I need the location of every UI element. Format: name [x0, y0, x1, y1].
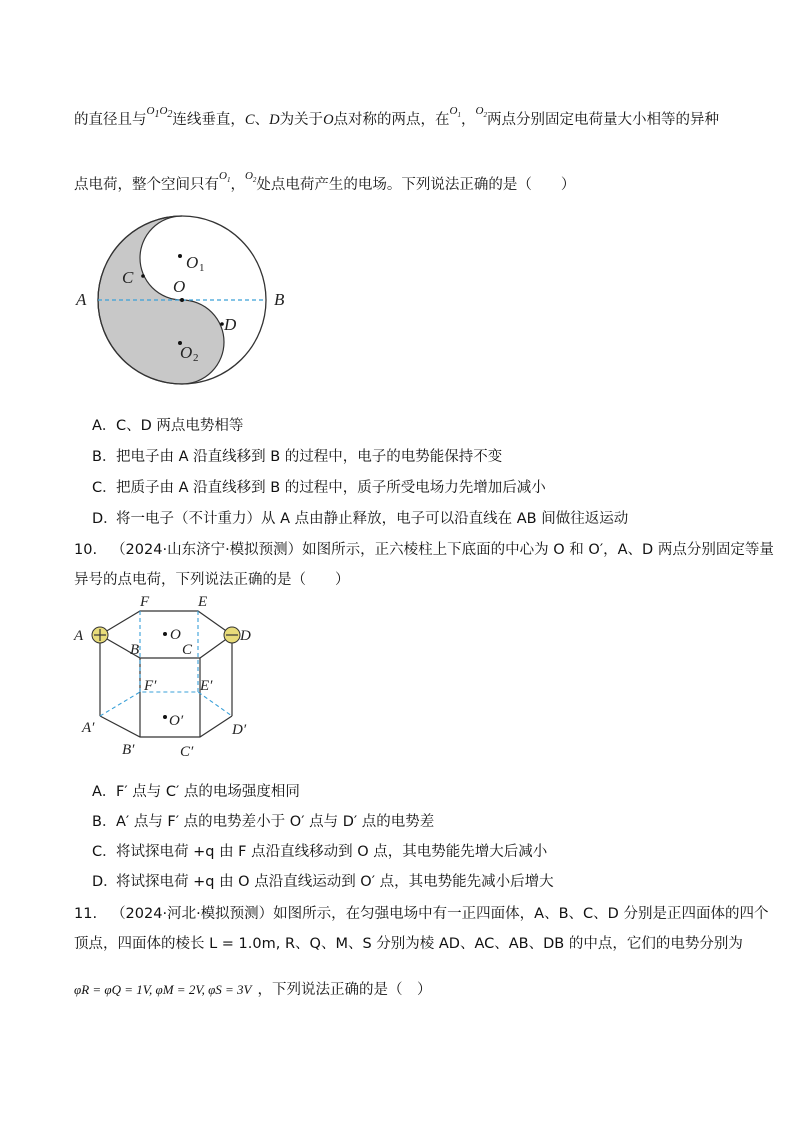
question-number: 11. — [74, 906, 98, 922]
q10-option-c[interactable] — [92, 840, 547, 861]
q9-text: 两点分别固定电荷量大小相等的异种 — [486, 112, 719, 128]
q10-option-a[interactable] — [92, 780, 300, 801]
q9-option-c[interactable] — [92, 476, 546, 497]
q9-text: 连线垂直， — [172, 112, 245, 128]
q10-stem-line-1 — [74, 538, 774, 559]
option-text: F′ 点与 C′ 点的电场强度相同 — [116, 784, 300, 800]
label-f-prime: F′ — [144, 678, 157, 694]
o1-symbol: O1 — [449, 105, 461, 119]
option-text: A′ 点与 F′ 点的电势差小于 O′ 点与 D′ 点的电势差 — [116, 814, 435, 830]
q9-text: ， — [461, 112, 476, 128]
q9-text: 点电荷，整个空间只有 — [74, 177, 219, 193]
option-text: 把电子由 A 沿直线移到 B 的过程中，电子的电势能保持不变 — [116, 449, 503, 465]
q10-option-b[interactable] — [92, 810, 434, 831]
label-e-prime: E′ — [200, 678, 213, 694]
bottom-hexagon-front — [100, 716, 232, 737]
bottom-hexagon-back — [100, 692, 232, 716]
q9-stem-line-2 — [74, 170, 576, 194]
q10-text: 异号的点电荷，下列说法正确的是（ ） — [74, 572, 350, 588]
question-number: 10. — [74, 542, 98, 558]
q9-yin-yang-figure — [72, 200, 302, 400]
label-c-prime: C′ — [180, 744, 194, 760]
label-o1-sub: 1 — [199, 262, 205, 274]
q10-stem-line-2 — [74, 568, 350, 589]
option-label: B． — [92, 449, 117, 465]
point-o-top — [163, 632, 167, 636]
q11-stem-line-2 — [74, 932, 743, 953]
label-a-prime: A′ — [82, 720, 95, 736]
q9-text: 点对称的两点，在 — [333, 112, 450, 128]
label-b: B — [274, 290, 285, 309]
q9-stem-line-1 — [74, 105, 719, 129]
option-text: 将试探电荷 +q 由 O 点沿直线运动到 O′ 点，其电势能先减小后增大 — [116, 874, 554, 890]
q11-text: 顶点，四面体的棱长 L = 1.0m, R、Q、M、S 分别为棱 AD、AC、AB、DB 的中点，它们的电势分别为 — [74, 936, 743, 952]
point-o-bottom — [163, 715, 167, 719]
option-label: C． — [92, 480, 117, 496]
label-e: E — [198, 594, 208, 610]
label-a: A — [74, 628, 84, 644]
label-o: O — [173, 277, 186, 296]
q11-text: ，下列说法正确的是（ ） — [257, 982, 432, 998]
q11-stem-line-1 — [74, 902, 768, 923]
q9-option-d[interactable] — [92, 507, 628, 528]
option-label: A． — [92, 784, 117, 800]
q9-var-c: C — [244, 112, 255, 128]
q9-option-b[interactable] — [92, 445, 502, 466]
option-text: 将试探电荷 +q 由 F 点沿直线移动到 O 点，其电势能先增大后减小 — [116, 844, 548, 860]
option-label: D． — [92, 511, 118, 527]
option-label: C． — [92, 844, 117, 860]
o1o2-symbol: O1O2 — [146, 105, 173, 120]
q11-stem-line-3 — [74, 978, 432, 999]
potential-formula: φR = φQ = 1V, φM = 2V, φS = 3V — [74, 982, 252, 997]
q9-text: 、 — [254, 112, 270, 128]
q9-text: ， — [230, 177, 245, 193]
label-d-prime: D′ — [232, 722, 247, 738]
q9-var-d: D — [269, 112, 280, 128]
label-o1: O — [186, 253, 199, 272]
q10-option-d[interactable] — [92, 870, 554, 891]
label-d: D — [224, 315, 237, 334]
label-o2: O — [180, 343, 193, 362]
q9-text: 处点电荷产生的电场。下列说法正确的是（ ） — [256, 177, 576, 193]
label-c: C — [182, 642, 193, 658]
label-b: B — [130, 642, 140, 658]
option-text: C、D 两点电势相等 — [116, 418, 244, 434]
label-f: F — [140, 594, 150, 610]
label-d: D — [240, 628, 251, 644]
option-text: 将一电子（不计重力）从 A 点由静止释放，电子可以沿直线在 AB 间做往返运动 — [116, 511, 629, 527]
q10-text: （2024·山东济宁·模拟预测）如图所示，正六棱柱上下底面的中心为 O 和 O′，A、D 两点分别固定等量 — [111, 542, 774, 558]
option-label: D． — [92, 874, 118, 890]
option-label: A． — [92, 418, 117, 434]
label-b-prime: B′ — [122, 742, 135, 758]
point-c — [141, 274, 145, 278]
o2-symbol: O2 — [244, 170, 257, 184]
q9-text: 为关于 — [279, 112, 324, 128]
o2-symbol: O2 — [475, 105, 487, 119]
q9-var-o: O — [323, 112, 334, 128]
point-o1 — [178, 254, 182, 258]
label-c: C — [122, 268, 134, 287]
q10-hexagonal-prism-figure — [72, 592, 272, 772]
point-o — [180, 298, 184, 302]
o1-symbol: O1 — [219, 170, 231, 184]
label-o: O — [170, 627, 181, 643]
q9-text: 的直径且与 — [74, 112, 147, 128]
label-a: A — [76, 290, 87, 309]
option-text: 把质子由 A 沿直线移到 B 的过程中，质子所受电场力先增加后减小 — [116, 480, 546, 496]
q9-option-a[interactable] — [92, 414, 243, 435]
label-o-prime: O′ — [169, 713, 184, 729]
option-label: B． — [92, 814, 117, 830]
q11-text: （2024·河北·模拟预测）如图所示，在匀强电场中有一正四面体，A、B、C、D 分别是正四面体的四个 — [111, 906, 769, 922]
label-o2-sub: 2 — [193, 352, 199, 364]
